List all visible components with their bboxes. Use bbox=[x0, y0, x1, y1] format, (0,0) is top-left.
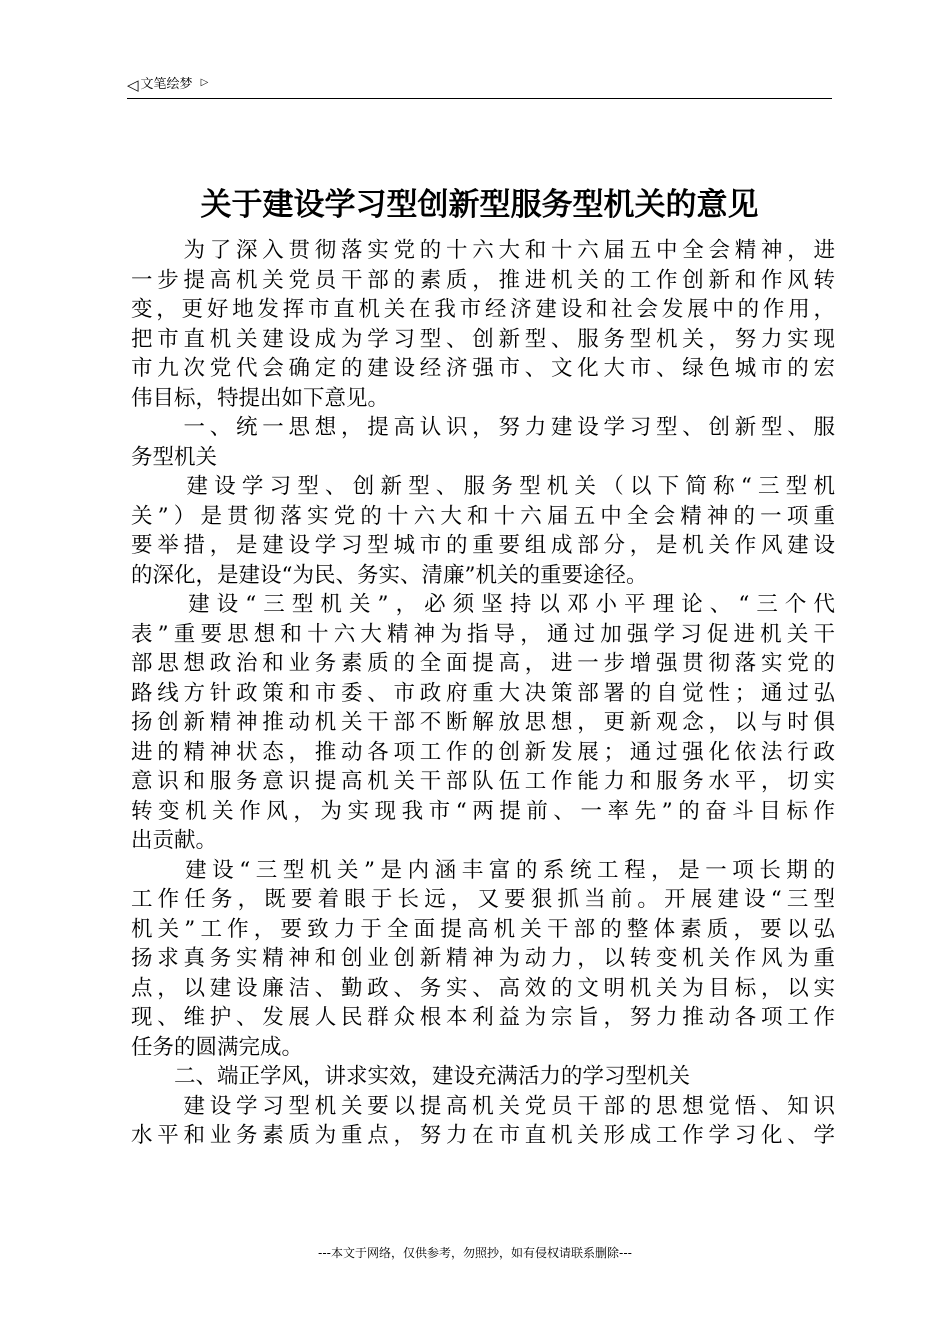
body-line: 把市直机关建设成为学习型、创新型、服务型机关，努力实现 bbox=[131, 326, 835, 352]
body-line: 进的精神状态，推动各项工作的创新发展；通过强化依法行政 bbox=[131, 739, 835, 765]
body-line: 建设学习型、创新型、服务型机关（以下简称“三型机 bbox=[131, 474, 835, 499]
body-line: 现、维护、发展人民群众根本利益为宗旨，努力推动各项工作 bbox=[131, 1005, 835, 1030]
body-line: 扬创新精神推动机关干部不断解放思想，更新观念，以与时俱 bbox=[131, 710, 835, 735]
body-line: 市九次党代会确定的建设经济强市、文化大市、绿色城市的宏 bbox=[131, 356, 835, 381]
body-line: 变，更好地发挥市直机关在我市经济建设和社会发展中的作用， bbox=[131, 297, 835, 322]
document-body bbox=[131, 236, 835, 1151]
body-line: 点，以建设廉洁、勤政、务实、高效的文明机关为目标，以实 bbox=[131, 975, 835, 1001]
body-line: 工作任务，既要着眼于长远，又要狠抓当前。开展建设“三型 bbox=[131, 887, 835, 912]
body-line: 一、统一思想，提高认识，努力建设学习型、创新型、服 bbox=[131, 415, 835, 440]
triangle-right-icon: ▷ bbox=[200, 77, 209, 88]
body-line: 的深化，是建设“为民、务实、清廉”机关的重要途径。 bbox=[131, 562, 648, 588]
body-line: 建设“三型机关”，必须坚持以邓小平理论、“三个代 bbox=[131, 592, 835, 617]
body-line: 一步提高机关党员干部的素质，推进机关的工作创新和作风转 bbox=[131, 267, 835, 293]
body-line: 要举措，是建设学习型城市的重要组成部分，是机关作风建设 bbox=[131, 533, 835, 558]
triangle-left-icon: ◁ bbox=[127, 76, 139, 94]
body-line: 扬求真务实精神和创业创新精神为动力，以转变机关作风为重 bbox=[131, 946, 835, 971]
body-line: 机关”工作，要致力于全面提高机关干部的整体素质，要以弘 bbox=[131, 916, 835, 942]
header-brand: 文笔绘梦 bbox=[140, 77, 193, 92]
body-line: 意识和服务意识提高机关干部队伍工作能力和服务水平，切实 bbox=[131, 769, 835, 794]
body-line: 水平和业务素质为重点，努力在市直机关形成工作学习化、学 bbox=[131, 1123, 835, 1148]
body-line: 转变机关作风，为实现我市“两提前、一率先”的奋斗目标作 bbox=[131, 798, 835, 824]
body-line: 路线方针政策和市委、市政府重大决策部署的自觉性；通过弘 bbox=[131, 680, 835, 706]
body-line: 部思想政治和业务素质的全面提高，进一步增强贯彻落实党的 bbox=[131, 651, 835, 676]
document-title: 关于建设学习型创新型服务型机关的意见 bbox=[200, 187, 759, 223]
body-line: 二、端正学风，讲求实效，建设充满活力的学习型机关 bbox=[131, 1064, 691, 1089]
body-line: 建设学习型机关要以提高机关党员干部的思想觉悟、知识 bbox=[131, 1093, 835, 1119]
body-line: 关”）是贯彻落实党的十六大和十六届五中全会精神的一项重 bbox=[131, 503, 835, 529]
body-line: 建设“三型机关”是内涵丰富的系统工程，是一项长期的 bbox=[131, 857, 835, 883]
body-line: 出贡献。 bbox=[131, 828, 218, 853]
page-header bbox=[127, 74, 832, 99]
body-line: 为了深入贯彻落实党的十六大和十六届五中全会精神，进 bbox=[131, 238, 835, 263]
body-line: 表”重要思想和十六大精神为指导，通过加强学习促进机关干 bbox=[131, 621, 835, 647]
footer-disclaimer: ---本文于网络，仅供参考，勿照抄，如有侵权请联系删除--- bbox=[318, 1246, 632, 1260]
body-line: 伟目标，特提出如下意见。 bbox=[131, 385, 390, 411]
body-line: 任务的圆满完成。 bbox=[131, 1034, 304, 1060]
body-line: 务型机关 bbox=[131, 444, 218, 470]
